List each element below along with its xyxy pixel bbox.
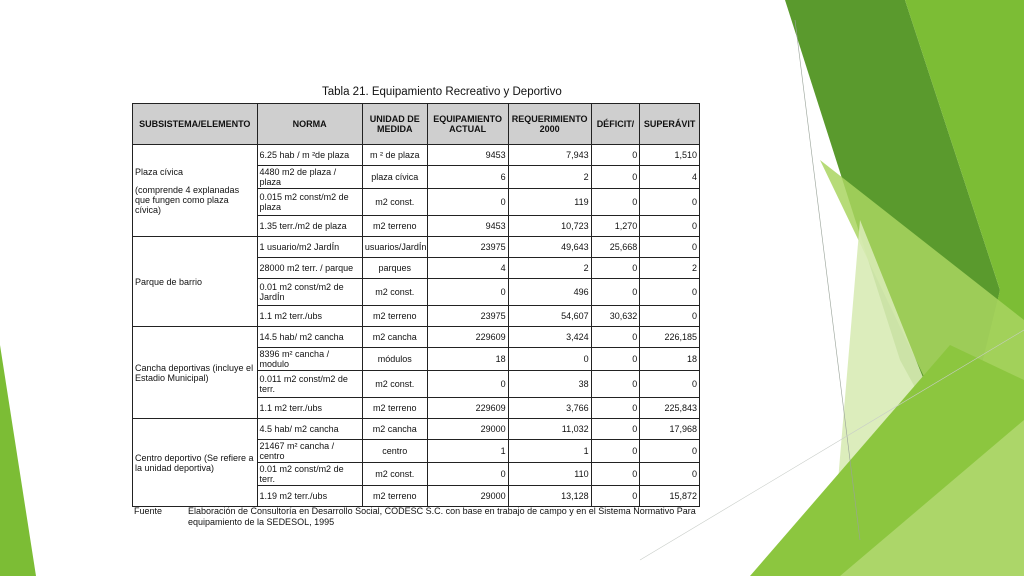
actual-cell: 9453 [427, 145, 508, 166]
element-name: Cancha deportivas (incluye el Estadio Municipal) [135, 362, 254, 383]
equipment-table [132, 103, 700, 507]
req-cell: 1 [508, 440, 591, 463]
unidad-cell: m ² de plaza [362, 145, 427, 166]
actual-cell: 229609 [427, 398, 508, 419]
norma-cell: 8396 m² cancha / modulo [257, 348, 362, 371]
deficit-cell: 0 [591, 348, 640, 371]
req-cell: 2 [508, 258, 591, 279]
req-cell: 3,766 [508, 398, 591, 419]
norma-cell: 28000 m2 terr. / parque [257, 258, 362, 279]
actual-cell: 29000 [427, 486, 508, 507]
req-cell: 119 [508, 189, 591, 216]
req-cell: 2 [508, 166, 591, 189]
norma-cell: 6.25 hab / m ²de plaza [257, 145, 362, 166]
actual-cell: 0 [427, 189, 508, 216]
req-cell: 13,128 [508, 486, 591, 507]
deficit-cell: 0 [591, 440, 640, 463]
element-note: (comprende 4 explanadas que fungen como plaza cívica) [135, 184, 240, 215]
unidad-cell: m2 terreno [362, 216, 427, 237]
table-row [133, 237, 700, 258]
deficit-cell: 0 [591, 398, 640, 419]
unidad-cell: m2 terreno [362, 306, 427, 327]
unidad-cell: m2 cancha [362, 327, 427, 348]
superavit-cell: 0 [640, 463, 700, 486]
unidad-cell: usuarios/JardÍn [362, 237, 427, 258]
actual-cell: 29000 [427, 419, 508, 440]
norma-cell: 0.01 m2 const/m2 de terr. [257, 463, 362, 486]
superavit-cell: 0 [640, 279, 700, 306]
norma-cell: 0.011 m2 const/m2 de terr. [257, 371, 362, 398]
req-cell: 38 [508, 371, 591, 398]
norma-cell: 0.015 m2 const/m2 de plaza [257, 189, 362, 216]
actual-cell: 0 [427, 371, 508, 398]
actual-cell: 6 [427, 166, 508, 189]
source-text: Elaboración de Consultoría en Desarrollo Social, CODESC S.C. con base en trabajo de campo y en el Sistema Normativo Para equipamiento de la SEDESOL, 1995 [188, 506, 696, 527]
col-actual: EQUIPAMIENTO ACTUAL [427, 104, 508, 145]
element-cell [133, 419, 258, 507]
req-cell: 7,943 [508, 145, 591, 166]
norma-cell: 1.1 m2 terr./ubs [257, 306, 362, 327]
req-cell: 10,723 [508, 216, 591, 237]
actual-cell: 4 [427, 258, 508, 279]
element-name: Parque de barrio [135, 276, 203, 287]
req-cell: 54,607 [508, 306, 591, 327]
unidad-cell: m2 terreno [362, 398, 427, 419]
norma-cell: 1.1 m2 terr./ubs [257, 398, 362, 419]
unidad-cell: centro [362, 440, 427, 463]
table-row [133, 145, 700, 166]
norma-cell: 4.5 hab/ m2 cancha [257, 419, 362, 440]
deficit-cell: 0 [591, 419, 640, 440]
deficit-cell: 0 [591, 371, 640, 398]
unidad-cell: m2 const. [362, 371, 427, 398]
superavit-cell: 17,968 [640, 419, 700, 440]
actual-cell: 0 [427, 279, 508, 306]
col-requerimiento: REQUERIMIENTO 2000 [508, 104, 591, 145]
element-name: Plaza cívica [135, 166, 184, 177]
table-header-row [133, 104, 700, 145]
col-unidad: UNIDAD DE MEDIDA [362, 104, 427, 145]
actual-cell: 1 [427, 440, 508, 463]
deficit-cell: 0 [591, 145, 640, 166]
col-superavit: SUPERÁVIT [640, 104, 700, 145]
norma-cell: 21467 m² cancha / centro [257, 440, 362, 463]
superavit-cell: 0 [640, 306, 700, 327]
element-name: Centro deportivo (Se refiere a la unidad deportiva) [135, 452, 254, 473]
norma-cell: 0.01 m2 const/m2 de JardÍn [257, 279, 362, 306]
superavit-cell: 0 [640, 237, 700, 258]
table-row [133, 419, 700, 440]
actual-cell: 23975 [427, 306, 508, 327]
actual-cell: 0 [427, 463, 508, 486]
unidad-cell: m2 const. [362, 189, 427, 216]
req-cell: 110 [508, 463, 591, 486]
element-cell [133, 327, 258, 419]
req-cell: 496 [508, 279, 591, 306]
unidad-cell: m2 cancha [362, 419, 427, 440]
deficit-cell: 25,668 [591, 237, 640, 258]
deficit-cell: 0 [591, 258, 640, 279]
deficit-cell: 30,632 [591, 306, 640, 327]
superavit-cell: 0 [640, 440, 700, 463]
superavit-cell: 15,872 [640, 486, 700, 507]
norma-cell: 1.19 m2 terr./ubs [257, 486, 362, 507]
col-norma: NORMA [257, 104, 362, 145]
deficit-cell: 0 [591, 463, 640, 486]
deficit-cell: 0 [591, 327, 640, 348]
table-row [133, 327, 700, 348]
norma-cell: 1.35 terr./m2 de plaza [257, 216, 362, 237]
superavit-cell: 0 [640, 189, 700, 216]
req-cell: 0 [508, 348, 591, 371]
req-cell: 11,032 [508, 419, 591, 440]
superavit-cell: 225,843 [640, 398, 700, 419]
unidad-cell: m2 const. [362, 463, 427, 486]
unidad-cell: m2 terreno [362, 486, 427, 507]
actual-cell: 23975 [427, 237, 508, 258]
unidad-cell: módulos [362, 348, 427, 371]
col-deficit: DÉFICIT/ [591, 104, 640, 145]
norma-cell: 1 usuario/m2 JardÍn [257, 237, 362, 258]
actual-cell: 229609 [427, 327, 508, 348]
superavit-cell: 0 [640, 371, 700, 398]
actual-cell: 18 [427, 348, 508, 371]
green-shape-left [0, 345, 36, 576]
norma-cell: 14.5 hab/ m2 cancha [257, 327, 362, 348]
unidad-cell: plaza cívica [362, 166, 427, 189]
req-cell: 49,643 [508, 237, 591, 258]
deficit-cell: 0 [591, 486, 640, 507]
table-title: Tabla 21. Equipamiento Recreativo y Deportivo [322, 86, 562, 98]
deficit-cell: 0 [591, 189, 640, 216]
deficit-cell: 0 [591, 279, 640, 306]
superavit-cell: 4 [640, 166, 700, 189]
req-cell: 3,424 [508, 327, 591, 348]
source-label: Fuente [134, 506, 163, 516]
unidad-cell: parques [362, 258, 427, 279]
superavit-cell: 1,510 [640, 145, 700, 166]
superavit-cell: 226,185 [640, 327, 700, 348]
element-cell [133, 237, 258, 327]
col-subsistema: SUBSISTEMA/ELEMENTO [133, 104, 258, 145]
superavit-cell: 18 [640, 348, 700, 371]
deficit-cell: 0 [591, 166, 640, 189]
norma-cell: 4480 m2 de plaza / plaza [257, 166, 362, 189]
actual-cell: 9453 [427, 216, 508, 237]
element-cell [133, 145, 258, 237]
superavit-cell: 2 [640, 258, 700, 279]
deficit-cell: 1,270 [591, 216, 640, 237]
superavit-cell: 0 [640, 216, 700, 237]
unidad-cell: m2 const. [362, 279, 427, 306]
